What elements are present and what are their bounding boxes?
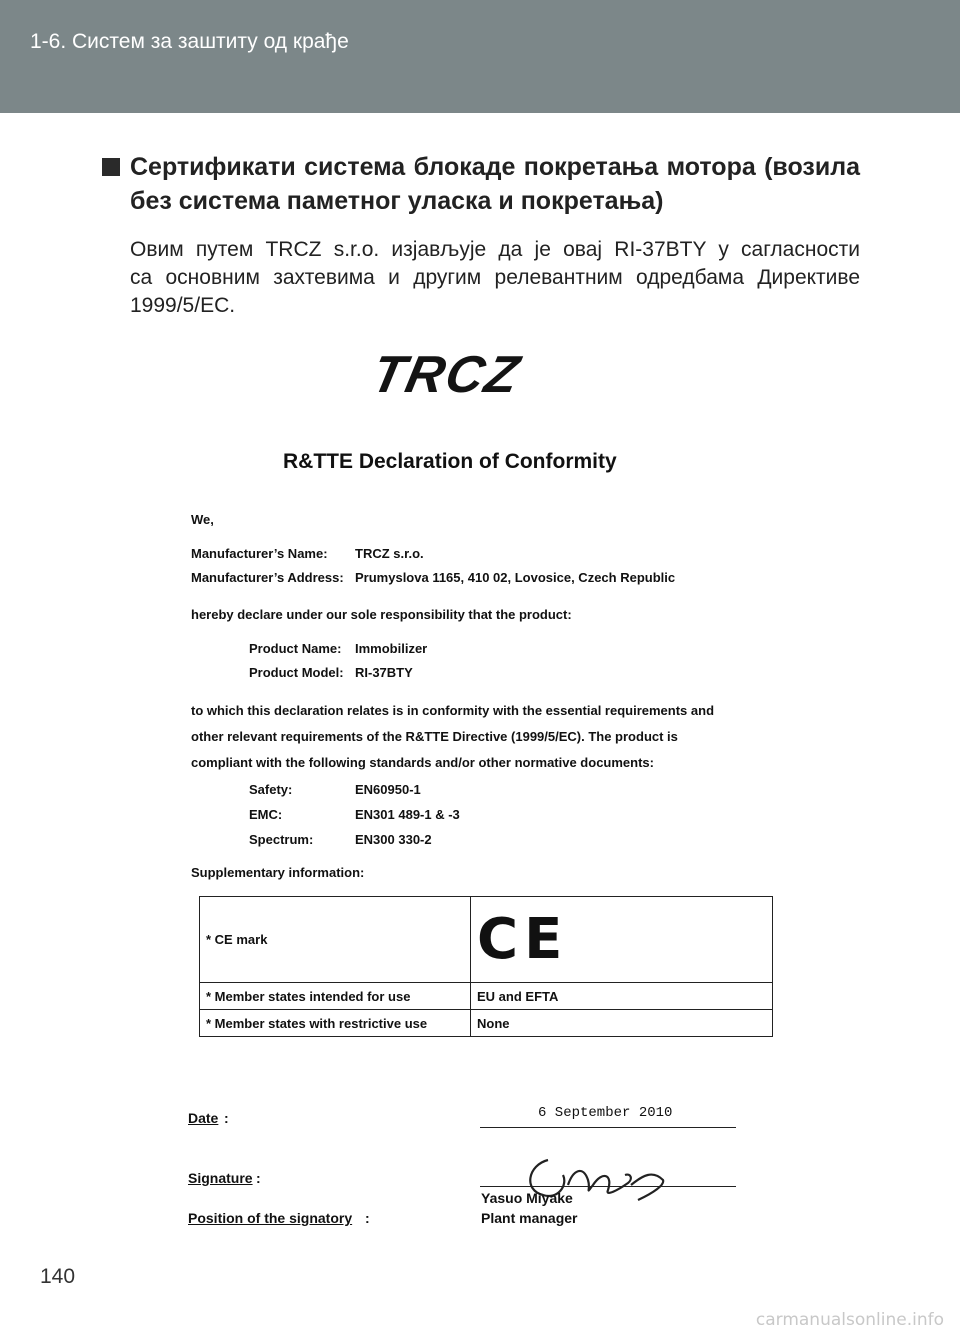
supplementary-label: Supplementary information:: [191, 865, 365, 880]
we-text: We,: [191, 512, 214, 527]
date-label: Date: [188, 1110, 219, 1126]
standard-value: EN300 330-2: [355, 832, 432, 847]
table-row: [200, 983, 773, 1010]
standard-value: EN301 489-1 & -3: [355, 807, 460, 822]
table-cell-value: [471, 897, 773, 983]
declaration-document: TRCZ R&TTE Declaration of Conformity We, Manufacturer’s Name: TRCZ s.r.o. Manufacturer’s Address: Prumyslova 1165, 410 02, Lovosice, Czech Republic hereby declare under our sole responsibility that the product: Product Name: Immobilizer Product Model: RI-37BTY to which this declaration relates is in conformity with the essential requirements and other relevant requirements of the R&TTE Directive (1999/5/EC). The product is compliant with the following standards and/or other normative documents: Safety: EN60950-1 EMC: EN301 489-1 & -3 Spectrum: EN300 330-2 Supplementary information: * CE mark CE * Member states intended for use EU and EFTA * Member states with restrictive use None Date : 6 September 2010 Signature : Yasuo Miyake Position of the signatory : Plant manager: [183, 330, 793, 1230]
standard-label: Spectrum:: [249, 832, 314, 847]
table-row: [200, 1010, 773, 1037]
signer-name: Yasuo Miyake: [481, 1190, 573, 1206]
manufacturer-name: TRCZ s.r.o.: [355, 546, 424, 561]
product-name-label: Product Name:: [249, 641, 342, 656]
date-line: [480, 1127, 736, 1128]
page-header: [0, 0, 960, 113]
position-label: Position of the signatory: [188, 1210, 353, 1226]
supplementary-table: [199, 896, 773, 1037]
signer-title: Plant manager: [481, 1210, 578, 1226]
standard-label: EMC:: [249, 807, 283, 822]
conformity-text: to which this declaration relates is in conformity with the essential requirements and other relevant requirements of the R&TTE Directive (1999/5/EC). The product is compliant with the following standards and/or other normative documents:: [191, 703, 715, 770]
declaration-title: R&TTE Declaration of Conformity: [283, 450, 617, 473]
certificate-section: [100, 150, 860, 320]
table-cell-label: * Member states intended for use: [200, 983, 471, 1010]
section-heading-text: Сертификати система блокаде покретања мотора (возила без система паметног уласка и покретања): [130, 153, 860, 215]
manufacturer-address-label: Manufacturer’s Address:: [191, 570, 344, 585]
manufacturer-name-label: Manufacturer’s Name:: [191, 546, 328, 561]
table-cell-value: EU and EFTA: [471, 983, 773, 1010]
table-cell-value: None: [471, 1010, 773, 1037]
table-cell-label: * Member states with restrictive use: [200, 1010, 471, 1037]
ce-mark-icon: CE: [477, 906, 569, 972]
date-value: 6 September 2010: [538, 1105, 673, 1121]
chapter-title: 1-6. Систем за заштиту од крађе: [30, 30, 349, 53]
section-heading: [100, 150, 860, 218]
manufacturer-address: Prumyslova 1165, 410 02, Lovosice, Czech Republic: [355, 570, 676, 585]
square-bullet-icon: [102, 158, 120, 176]
trcz-logo: TRCZ: [366, 346, 526, 404]
table-cell-label: * CE mark: [200, 897, 471, 983]
signature-label: Signature: [188, 1170, 253, 1186]
page-number: 140: [40, 1265, 76, 1288]
table-row: [200, 897, 773, 983]
watermark: carmanualsonline.info: [755, 1310, 944, 1330]
product-model-label: Product Model:: [249, 665, 344, 680]
signature-line: [480, 1186, 736, 1187]
section-body-text: Овим путем TRCZ s.r.o. изјављује да је овај RI-37BTY у сагласности са основним захтевима и другим релевантним одредбама Директиве 1999/5/EC.: [130, 238, 860, 317]
declare-line: hereby declare under our sole responsibility that the product:: [191, 607, 572, 622]
product-name: Immobilizer: [355, 641, 428, 656]
standard-label: Safety:: [249, 782, 293, 797]
product-model: RI-37BTY: [355, 665, 413, 680]
standard-value: EN60950-1: [355, 782, 421, 797]
